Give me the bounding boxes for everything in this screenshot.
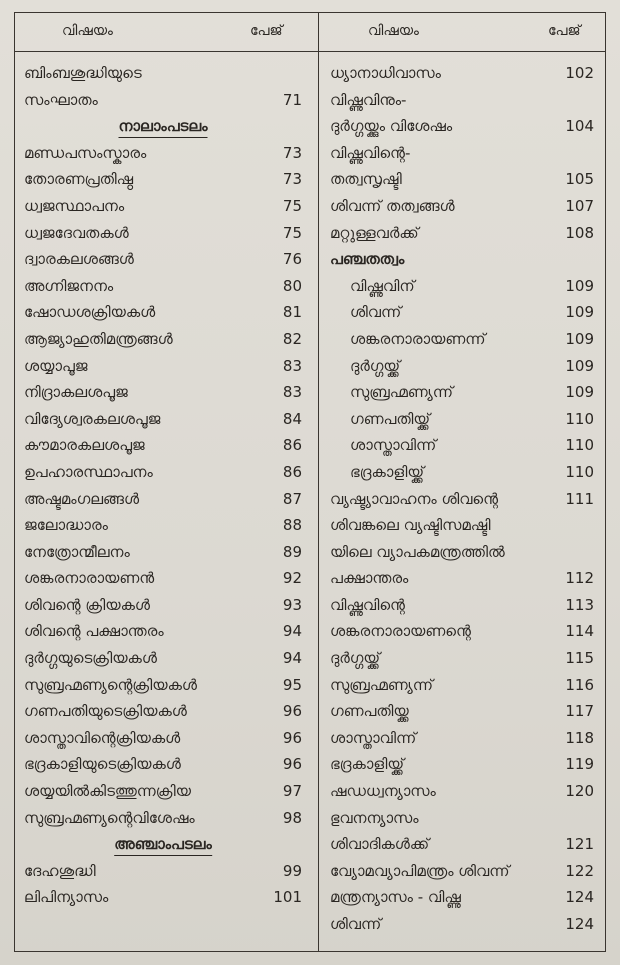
entry-title: ദുർഗ്ഗയ്ക്കും വിശേഷം — [330, 117, 453, 136]
entry-title: യിലെ വ്യാപകമന്ത്രത്തിൽ — [330, 542, 505, 561]
toc-entry — [330, 406, 594, 433]
entry-page-number: 86 — [282, 462, 302, 481]
toc-entry — [330, 273, 594, 300]
toc-entry — [330, 618, 594, 645]
toc-entry — [330, 60, 594, 87]
toc-entry — [24, 299, 302, 326]
entry-page-number: 73 — [282, 143, 302, 162]
entry-page-number: 109 — [565, 276, 594, 295]
toc-entry — [24, 539, 302, 566]
entry-page-number: 104 — [565, 117, 594, 136]
entry-title: അഞ്ചാംപടലം — [114, 833, 212, 856]
toc-entry — [24, 884, 302, 911]
entry-title: ശങ്കരനാരായണൻ — [24, 569, 155, 588]
entry-page-number: 116 — [565, 675, 594, 694]
entry-page-number: 75 — [282, 196, 302, 215]
toc-entry — [24, 140, 302, 167]
entry-title: ധ്വജസ്ഥാപനം — [24, 196, 125, 215]
entry-page-number: 109 — [565, 356, 594, 375]
entry-page-number: 122 — [565, 861, 594, 880]
entry-title: ഭുവനന്യാസം — [330, 808, 419, 827]
entry-title: ജലോദ്ധാരം — [24, 516, 108, 535]
toc-entry — [24, 459, 302, 486]
entry-title: ശാസ്താവിന്ന് — [330, 728, 417, 747]
toc-entry — [330, 831, 594, 858]
toc-entry — [24, 592, 302, 619]
entry-title: മണ്ഡപസംസ്കാരം — [24, 143, 147, 162]
entry-title: വിഷ്ണുവിനും- — [330, 90, 407, 109]
toc-entry — [330, 459, 594, 486]
entry-page-number: 110 — [565, 462, 594, 481]
toc-entry — [24, 379, 302, 406]
left-subject-header: വിഷയം — [62, 23, 113, 39]
entry-title: നേത്രോന്മീലനം — [24, 542, 130, 561]
entry-title: ദ്വാരകലശങ്ങൾ — [24, 250, 134, 269]
toc-entry — [24, 273, 302, 300]
entry-title: തത്വസൃഷ്ടി — [330, 170, 402, 189]
entry-page-number: 83 — [282, 383, 302, 402]
toc-entry — [330, 140, 594, 167]
toc-entry — [330, 911, 594, 938]
toc-entry — [330, 698, 594, 725]
toc-entry — [330, 858, 594, 885]
entry-title: അഷ്ടമംഗലങ്ങൾ — [24, 489, 140, 508]
entry-title: പഞ്ചതത്വം — [330, 250, 405, 269]
toc-entry — [24, 166, 302, 193]
section-heading — [24, 831, 302, 858]
entry-title: ഉപഹാരസ്ഥാപനം — [24, 462, 153, 481]
toc-entry — [330, 565, 594, 592]
entry-page-number: 110 — [565, 409, 594, 428]
entry-page-number: 96 — [282, 702, 302, 721]
entry-title: വ്യോമവ്യാപിമന്ത്രം ശിവന്ന് — [330, 861, 510, 880]
entry-title: ഗണപതിയ്ക്ക് — [350, 409, 431, 428]
entry-title: ഗണപതിയുടെക്രിയകൾ — [24, 702, 187, 721]
entry-title: ഗണപതിയ്ക്ക — [330, 702, 409, 721]
entry-title: വിദ്യേശ്വരകലശപൂജ — [24, 409, 161, 428]
entry-title: ശാസ്താവിന്ന് — [350, 436, 437, 455]
entry-title: ശിവാദികൾക്ക് — [330, 835, 430, 854]
entry-title: തോരണപ്രതിഷ്ഠ — [24, 170, 134, 189]
toc-entry — [330, 805, 594, 832]
toc-entry — [330, 512, 594, 539]
entry-page-number: 107 — [565, 196, 594, 215]
entry-page-number: 98 — [282, 808, 302, 827]
left-column — [24, 60, 302, 911]
entry-page-number: 113 — [565, 595, 594, 614]
entry-page-number: 121 — [565, 835, 594, 854]
entry-page-number: 96 — [282, 755, 302, 774]
entry-page-number: 120 — [565, 782, 594, 801]
right-subject-header: വിഷയം — [368, 23, 419, 39]
entry-title: ശിവന്ന് — [330, 915, 382, 933]
entry-title: സുബ്രഹ്മണ്യന്റെവിശേഷം — [24, 808, 195, 827]
subsection-heading — [330, 246, 594, 273]
entry-page-number: 87 — [282, 489, 302, 508]
toc-entry — [24, 618, 302, 645]
entry-title: മന്ത്രന്യാസം - വിഷ്ണു — [330, 888, 461, 907]
toc-entry — [24, 326, 302, 353]
entry-page-number: 76 — [282, 250, 302, 269]
entry-title: ഭദ്രകാളിയുടെക്രിയകൾ — [24, 755, 181, 774]
toc-entry — [330, 87, 594, 114]
entry-page-number: 99 — [282, 861, 302, 880]
entry-page-number: 81 — [282, 303, 302, 322]
entry-title: ശിവങ്കലെ വ്യഷ്ടിസമഷ്ടി — [330, 516, 491, 535]
toc-entry — [24, 406, 302, 433]
toc-entry — [24, 432, 302, 459]
toc-entry — [24, 512, 302, 539]
toc-entry — [330, 486, 594, 513]
entry-title: ദുർഗ്ഗയ്ക്ക് — [350, 356, 401, 375]
toc-entry — [330, 379, 594, 406]
entry-title: വിഷ്ണുവിന്റെ — [330, 595, 405, 614]
entry-title: സുബ്രഹ്മണ്യന്ന് — [350, 383, 454, 402]
entry-page-number: 96 — [282, 728, 302, 747]
entry-title: ലിപിന്യാസം — [24, 888, 109, 907]
toc-entry — [330, 326, 594, 353]
toc-entry — [330, 166, 594, 193]
entry-page-number: 101 — [273, 888, 302, 907]
toc-entry — [330, 778, 594, 805]
toc-entry — [24, 645, 302, 672]
entry-title: അഗ്നിജനനം — [24, 276, 114, 295]
entry-title: ശങ്കരനാരായണന്ന് — [350, 329, 486, 348]
toc-entry — [24, 87, 302, 114]
entry-page-number: 93 — [282, 595, 302, 614]
entry-title: മറ്റുള്ളവർക്ക് — [330, 223, 419, 242]
entry-page-number: 75 — [282, 223, 302, 242]
section-heading — [24, 113, 302, 140]
entry-title: നാലാംപടലം — [119, 115, 208, 138]
entry-page-number: 88 — [282, 516, 302, 535]
toc-entry — [24, 698, 302, 725]
toc-entry — [330, 672, 594, 699]
entry-title: ശാസ്താവിന്റെക്രിയകൾ — [24, 728, 181, 747]
entry-page-number: 94 — [282, 649, 302, 668]
toc-entry — [24, 725, 302, 752]
right-page-header: പേജ് — [548, 23, 581, 39]
entry-page-number: 102 — [565, 64, 594, 82]
entry-title: ദുർഗ്ഗയ്ക്ക് — [330, 649, 381, 668]
entry-page-number: 73 — [282, 170, 302, 189]
entry-page-number: 112 — [565, 569, 594, 588]
entry-page-number: 118 — [565, 728, 594, 747]
entry-title: നിദ്രാകലശപൂജ — [24, 383, 128, 402]
entry-title: ശയ്യയിൽകിടത്തുന്നക്രിയ — [24, 782, 191, 801]
entry-page-number: 109 — [565, 303, 594, 322]
entry-title: ധ്വജദേവതകൾ — [24, 223, 129, 242]
toc-entry — [330, 592, 594, 619]
entry-title: സുബ്രഹ്മണ്യന്ന് — [330, 675, 434, 694]
toc-entry — [24, 60, 302, 87]
toc-entry — [24, 486, 302, 513]
right-column — [330, 60, 594, 938]
entry-title: ദേഹശുദ്ധി — [24, 861, 96, 880]
column-divider — [318, 12, 319, 952]
entry-page-number: 94 — [282, 622, 302, 641]
entry-page-number: 83 — [282, 356, 302, 375]
entry-title: ശിവന്ന് — [350, 303, 402, 322]
toc-entry — [330, 725, 594, 752]
entry-title: ഷഡധ്വന്യാസം — [330, 782, 436, 801]
entry-page-number: 111 — [565, 489, 594, 508]
toc-entry — [24, 193, 302, 220]
toc-entry — [24, 751, 302, 778]
entry-page-number: 95 — [282, 675, 302, 694]
toc-entry — [330, 884, 594, 911]
entry-title: ഷോഡശക്രിയകൾ — [24, 303, 156, 322]
entry-title: ഭദ്രകാളിയ്ക്ക് — [350, 462, 425, 481]
entry-title: ദുർഗ്ഗയുടെക്രിയകൾ — [24, 649, 157, 668]
entry-title: വിഷ്ണുവിന്റെ- — [330, 143, 411, 162]
entry-page-number: 115 — [565, 649, 594, 668]
toc-entry — [330, 193, 594, 220]
toc-entry — [330, 751, 594, 778]
entry-title: സംഘാതം — [24, 90, 98, 109]
entry-page-number: 89 — [282, 542, 302, 561]
entry-page-number: 110 — [565, 436, 594, 455]
entry-title: ധ്യാനാധിവാസം — [330, 64, 441, 82]
entry-title: ഭദ്രകാളിയ്ക്ക് — [330, 755, 405, 774]
toc-entry — [330, 539, 594, 566]
toc-entry — [330, 645, 594, 672]
toc-entry — [330, 432, 594, 459]
toc-entry — [330, 353, 594, 380]
entry-title: പക്ഷാന്തരം — [330, 569, 409, 588]
header-rule — [14, 51, 606, 52]
left-page-header: പേജ് — [250, 23, 283, 39]
toc-entry — [24, 565, 302, 592]
entry-page-number: 97 — [282, 782, 302, 801]
entry-page-number: 82 — [282, 329, 302, 348]
entry-title: കൗമാരകലശപൂജ — [24, 436, 145, 455]
entry-page-number: 124 — [565, 888, 594, 907]
toc-entry — [24, 778, 302, 805]
entry-title: ശയ്യാപൂജ — [24, 356, 88, 375]
entry-page-number: 109 — [565, 383, 594, 402]
entry-title: സുബ്രഹ്മണ്യന്റെക്രിയകൾ — [24, 675, 197, 694]
entry-title: വിഷ്ണുവിന് — [350, 276, 415, 295]
entry-title: ബിംബശുദ്ധിയുടെ — [24, 64, 142, 82]
toc-entry — [330, 220, 594, 247]
entry-title: വ്യഷ്ട്യാവാഹനം ശിവന്റെ — [330, 489, 499, 508]
toc-entry — [24, 805, 302, 832]
toc-entry — [24, 220, 302, 247]
entry-title: ശിവന്റെ പക്ഷാന്തരം — [24, 622, 164, 641]
entry-title: ശിവന്ന് തത്വങ്ങൾ — [330, 196, 455, 215]
entry-page-number: 86 — [282, 436, 302, 455]
entry-page-number: 109 — [565, 329, 594, 348]
entry-page-number: 92 — [282, 569, 302, 588]
entry-page-number: 71 — [282, 90, 302, 109]
entry-page-number: 105 — [565, 170, 594, 189]
entry-title: ശങ്കരനാരായണന്റെ — [330, 622, 471, 641]
entry-page-number: 84 — [282, 409, 302, 428]
entry-page-number: 80 — [282, 276, 302, 295]
entry-page-number: 108 — [565, 223, 594, 242]
toc-entry — [330, 113, 594, 140]
toc-entry — [24, 246, 302, 273]
toc-entry — [24, 353, 302, 380]
entry-page-number: 124 — [565, 915, 594, 933]
toc-entry — [330, 299, 594, 326]
toc-entry — [24, 858, 302, 885]
entry-title: ആജ്യാഹുതിമന്ത്രങ്ങൾ — [24, 329, 173, 348]
entry-page-number: 114 — [565, 622, 594, 641]
entry-page-number: 119 — [565, 755, 594, 774]
toc-entry — [24, 672, 302, 699]
entry-title: ശിവന്റെ ക്രിയകൾ — [24, 595, 150, 614]
entry-page-number: 117 — [565, 702, 594, 721]
